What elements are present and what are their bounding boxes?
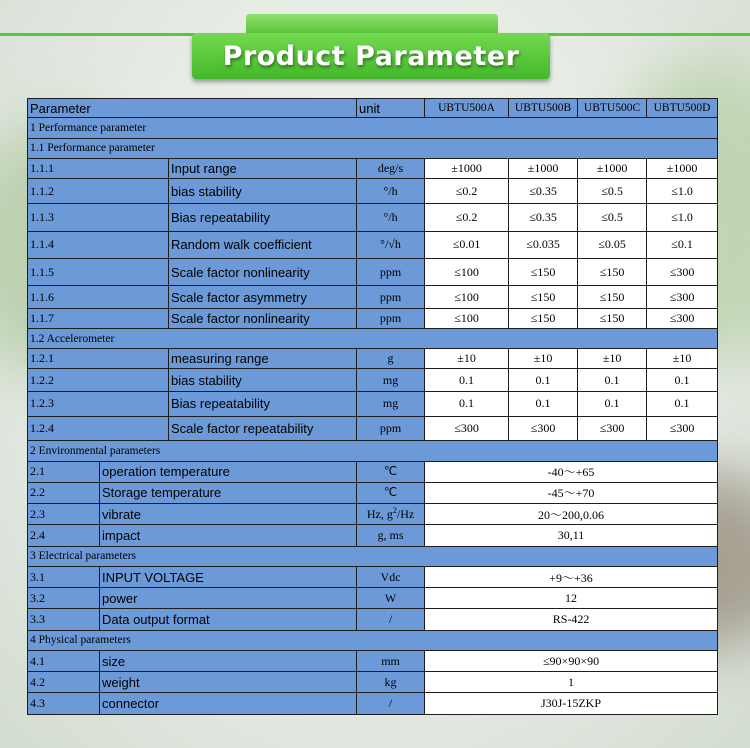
value-cell: ±10 bbox=[425, 349, 509, 369]
value-cell: ≤0.2 bbox=[425, 204, 509, 231]
value-cell: ≤300 bbox=[578, 417, 647, 441]
row-number: 1.1.1 bbox=[28, 158, 169, 178]
table-row bbox=[28, 525, 718, 546]
row-label: power bbox=[100, 588, 357, 609]
parameter-table bbox=[27, 98, 718, 715]
table-row bbox=[28, 286, 718, 308]
row-label: Scale factor asymmetry bbox=[169, 286, 357, 308]
row-number: 2.2 bbox=[28, 482, 100, 503]
section-title: 3 Electrical parameters bbox=[28, 546, 718, 566]
value-cell: ≤0.35 bbox=[509, 179, 578, 204]
value-cell: ≤0.5 bbox=[578, 179, 647, 204]
value-cell: ≤150 bbox=[509, 259, 578, 286]
table-header-row bbox=[28, 99, 718, 118]
value-cell: +9～+36 bbox=[425, 566, 718, 587]
row-label: Storage temperature bbox=[100, 482, 357, 503]
header-model-c: UBTU500C bbox=[578, 99, 647, 118]
value-cell: ≤0.05 bbox=[578, 231, 647, 258]
value-cell: 0.1 bbox=[425, 369, 509, 391]
value-cell: ≤150 bbox=[509, 308, 578, 328]
table-row bbox=[28, 693, 718, 715]
row-label: Scale factor nonlinearity bbox=[169, 308, 357, 328]
row-unit: / bbox=[357, 693, 425, 715]
table-row bbox=[28, 588, 718, 609]
value-cell: ≤300 bbox=[647, 259, 718, 286]
section-title: 4 Physical parameters bbox=[28, 630, 718, 650]
row-unit: mm bbox=[357, 650, 425, 671]
row-label: Data output format bbox=[100, 609, 357, 630]
row-unit bbox=[357, 504, 425, 525]
value-cell: 0.1 bbox=[647, 369, 718, 391]
value-cell: 0.1 bbox=[425, 391, 509, 416]
row-number: 2.4 bbox=[28, 525, 100, 546]
table-row bbox=[28, 179, 718, 204]
value-cell: 0.1 bbox=[647, 391, 718, 416]
row-number: 1.1.2 bbox=[28, 179, 169, 204]
unit-main: Hz, g bbox=[366, 507, 393, 522]
value-cell: ≤300 bbox=[647, 417, 718, 441]
table-row bbox=[28, 369, 718, 391]
value-cell: ≤0.035 bbox=[509, 231, 578, 258]
value-cell: 0.1 bbox=[509, 391, 578, 416]
row-unit: deg/s bbox=[357, 158, 425, 178]
value-cell: ±1000 bbox=[578, 158, 647, 178]
row-number: 1.1.5 bbox=[28, 259, 169, 286]
row-number: 2.1 bbox=[28, 461, 100, 482]
row-unit: W bbox=[357, 588, 425, 609]
value-cell: ≤90×90×90 bbox=[425, 650, 718, 671]
row-unit: ℃ bbox=[357, 461, 425, 482]
table-row bbox=[28, 391, 718, 416]
section-row bbox=[28, 328, 718, 348]
section-row bbox=[28, 441, 718, 461]
table-row bbox=[28, 308, 718, 328]
header-parameter: Parameter bbox=[28, 99, 357, 118]
value-cell: ±1000 bbox=[509, 158, 578, 178]
value-cell: ≤300 bbox=[509, 417, 578, 441]
value-cell: RS-422 bbox=[425, 609, 718, 630]
table-row bbox=[28, 158, 718, 178]
row-label: impact bbox=[100, 525, 357, 546]
row-number: 2.3 bbox=[28, 504, 100, 525]
table-row bbox=[28, 461, 718, 482]
value-cell: ±1000 bbox=[425, 158, 509, 178]
row-number: 3.1 bbox=[28, 566, 100, 587]
row-number: 1.2.3 bbox=[28, 391, 169, 416]
unit-superscript: 2 bbox=[392, 506, 397, 516]
table-row bbox=[28, 650, 718, 671]
row-unit: ppm bbox=[357, 417, 425, 441]
row-label: connector bbox=[100, 693, 357, 715]
value-cell: ≤0.01 bbox=[425, 231, 509, 258]
table-row bbox=[28, 609, 718, 630]
row-unit: g bbox=[357, 349, 425, 369]
row-unit: mg bbox=[357, 391, 425, 416]
row-unit: mg bbox=[357, 369, 425, 391]
row-label: Scale factor repeatability bbox=[169, 417, 357, 441]
row-number: 1.1.7 bbox=[28, 308, 169, 328]
section-title: 1.2 Accelerometer bbox=[28, 328, 718, 348]
row-number: 1.2.2 bbox=[28, 369, 169, 391]
row-unit: g, ms bbox=[357, 525, 425, 546]
value-cell: ≤1.0 bbox=[647, 204, 718, 231]
section-row bbox=[28, 630, 718, 650]
row-label: Random walk coefficient bbox=[169, 231, 357, 258]
value-cell: 0.1 bbox=[578, 391, 647, 416]
header-model-a: UBTU500A bbox=[425, 99, 509, 118]
value-cell: 30,11 bbox=[425, 525, 718, 546]
value-cell: 20～200,0.06 bbox=[425, 504, 718, 525]
row-number: 1.1.6 bbox=[28, 286, 169, 308]
value-cell: ≤300 bbox=[647, 286, 718, 308]
row-label: bias stability bbox=[169, 369, 357, 391]
row-label: Scale factor nonlinearity bbox=[169, 259, 357, 286]
row-label: operation temperature bbox=[100, 461, 357, 482]
row-unit: °/h bbox=[357, 204, 425, 231]
row-unit: ppm bbox=[357, 308, 425, 328]
section-row bbox=[28, 546, 718, 566]
value-cell: 1 bbox=[425, 672, 718, 693]
row-unit: ppm bbox=[357, 259, 425, 286]
table-row bbox=[28, 482, 718, 503]
row-unit: °/h bbox=[357, 179, 425, 204]
table-row bbox=[28, 417, 718, 441]
value-cell: ≤0.35 bbox=[509, 204, 578, 231]
header-model-d: UBTU500D bbox=[647, 99, 718, 118]
value-cell: ≤0.5 bbox=[578, 204, 647, 231]
row-number: 4.2 bbox=[28, 672, 100, 693]
section-title: 1 Performance parameter bbox=[28, 118, 718, 138]
value-cell: ≤150 bbox=[578, 259, 647, 286]
row-unit: °/√h bbox=[357, 231, 425, 258]
value-cell: J30J-15ZKP bbox=[425, 693, 718, 715]
table-row bbox=[28, 672, 718, 693]
value-cell: ≤0.1 bbox=[647, 231, 718, 258]
value-cell: ≤150 bbox=[578, 286, 647, 308]
value-cell: -45～+70 bbox=[425, 482, 718, 503]
value-cell: -40～+65 bbox=[425, 461, 718, 482]
row-number: 1.1.3 bbox=[28, 204, 169, 231]
row-unit: / bbox=[357, 609, 425, 630]
value-cell: ≤300 bbox=[647, 308, 718, 328]
row-label: vibrate bbox=[100, 504, 357, 525]
section-title: 1.1 Performance parameter bbox=[28, 138, 718, 158]
value-cell: ≤150 bbox=[578, 308, 647, 328]
row-label: INPUT VOLTAGE bbox=[100, 566, 357, 587]
row-number: 4.1 bbox=[28, 650, 100, 671]
row-label: size bbox=[100, 650, 357, 671]
section-row bbox=[28, 138, 718, 158]
value-cell: ±10 bbox=[578, 349, 647, 369]
value-cell: ≤1.0 bbox=[647, 179, 718, 204]
row-number: 1.2.4 bbox=[28, 417, 169, 441]
value-cell: ±10 bbox=[509, 349, 578, 369]
value-cell: 0.1 bbox=[578, 369, 647, 391]
table-row bbox=[28, 231, 718, 258]
table-row bbox=[28, 204, 718, 231]
row-number: 1.1.4 bbox=[28, 231, 169, 258]
section-row bbox=[28, 118, 718, 138]
value-cell: 12 bbox=[425, 588, 718, 609]
value-cell: ≤150 bbox=[509, 286, 578, 308]
value-cell: 0.1 bbox=[509, 369, 578, 391]
row-label: measuring range bbox=[169, 349, 357, 369]
section-title: 2 Environmental parameters bbox=[28, 441, 718, 461]
row-number: 3.3 bbox=[28, 609, 100, 630]
value-cell: ≤100 bbox=[425, 308, 509, 328]
row-unit: kg bbox=[357, 672, 425, 693]
row-number: 4.3 bbox=[28, 693, 100, 715]
value-cell: ≤100 bbox=[425, 259, 509, 286]
header-tab bbox=[246, 14, 498, 34]
table-row bbox=[28, 504, 718, 525]
header-model-b: UBTU500B bbox=[509, 99, 578, 118]
unit-tail: /Hz bbox=[396, 507, 415, 522]
row-label: Input range bbox=[169, 158, 357, 178]
header-unit: unit bbox=[357, 99, 425, 118]
row-label: Bias repeatability bbox=[169, 391, 357, 416]
table-row bbox=[28, 349, 718, 369]
value-cell: ±1000 bbox=[647, 158, 718, 178]
table-row bbox=[28, 259, 718, 286]
row-label: Bias repeatability bbox=[169, 204, 357, 231]
value-cell: ≤100 bbox=[425, 286, 509, 308]
row-label: bias stability bbox=[169, 179, 357, 204]
title-banner bbox=[192, 33, 550, 79]
row-unit: ℃ bbox=[357, 482, 425, 503]
page-title: Product Parameter bbox=[222, 40, 520, 72]
row-unit: ppm bbox=[357, 286, 425, 308]
table-row bbox=[28, 566, 718, 587]
row-number: 3.2 bbox=[28, 588, 100, 609]
value-cell: ≤0.2 bbox=[425, 179, 509, 204]
row-number: 1.2.1 bbox=[28, 349, 169, 369]
value-cell: ±10 bbox=[647, 349, 718, 369]
row-unit: Vdc bbox=[357, 566, 425, 587]
value-cell: ≤300 bbox=[425, 417, 509, 441]
row-label: weight bbox=[100, 672, 357, 693]
